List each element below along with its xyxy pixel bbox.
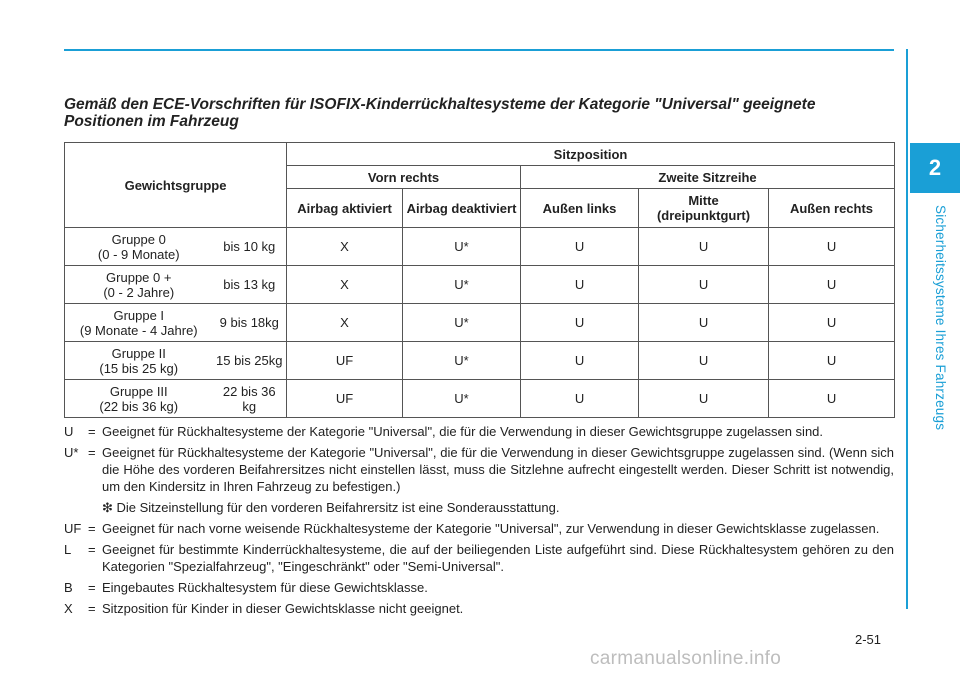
- value-cell: X: [287, 266, 403, 304]
- legend-item: [64, 600, 894, 617]
- legend-item: [64, 520, 894, 537]
- legend-note: ❇ Die Sitzeinstellung für den vorderen Beifahrersitz ist eine Sonderausstattung.: [102, 500, 560, 515]
- legend: [64, 423, 894, 621]
- value-cell: UF: [287, 342, 403, 380]
- legend-text: Geeignet für Rückhaltesysteme der Kategorie "Universal", die für die Verwendung in dieser Gewichtsgruppe zugelassen sind. (Wenn sich die Höhe des vorderen Beifahrersitzes nicht einstellen lässt, muss die Sitzlehne aufrecht eingestellt werden. Dieser Schritt ist notwendig, um den Kindersitz in Ihren Fahrzeug zu befestigen.): [102, 445, 894, 494]
- group-name: Gruppe I: [113, 307, 165, 323]
- legend-text: Geeignet für nach vorne weisende Rückhaltesysteme der Kategorie "Universal", zur Verwendung in dieser Gewichtsklasse zugelassen.: [102, 521, 880, 536]
- value-cell: U: [769, 304, 895, 342]
- value-cell: U: [769, 228, 895, 266]
- legend-text: Geeignet für Rückhaltesysteme der Kategorie "Universal", die für die Verwendung in dieser Gewichtsgruppe zugelassen sind.: [102, 424, 824, 439]
- second-row-header: Zweite Sitzreihe: [521, 166, 895, 189]
- table-row: [65, 304, 895, 342]
- table-row: [65, 342, 895, 380]
- legend-text-block: [102, 444, 894, 516]
- top-rule: [64, 49, 894, 51]
- value-cell: U*: [403, 380, 521, 418]
- group-range: (15 bis 25 kg): [99, 360, 179, 376]
- value-cell: U*: [403, 342, 521, 380]
- legend-equals: =: [88, 580, 96, 595]
- legend-equals: =: [88, 601, 96, 616]
- value-cell: UF: [287, 380, 403, 418]
- weight-cell: 15 bis 25kg: [213, 342, 287, 380]
- weight-cell: 22 bis 36 kg: [213, 380, 287, 418]
- seat-position-header: Sitzposition: [287, 143, 895, 166]
- legend-equals: =: [88, 445, 96, 460]
- legend-text: Sitzposition für Kinder in dieser Gewichtsklasse nicht geeignet.: [102, 601, 464, 616]
- value-cell: U: [639, 342, 769, 380]
- group-range: (0 - 2 Jahre): [103, 284, 175, 300]
- column-header: Mitte (dreipunktgurt): [639, 189, 769, 228]
- weight-cell: bis 10 kg: [213, 228, 287, 266]
- watermark: carmanualsonline.info: [590, 648, 782, 669]
- front-right-header: Vorn rechts: [287, 166, 521, 189]
- value-cell: U: [769, 380, 895, 418]
- group-cell: [65, 304, 213, 342]
- group-name: Gruppe 0: [111, 231, 166, 247]
- column-header: Airbag deaktiviert: [403, 189, 521, 228]
- group-range: (22 bis 36 kg): [99, 398, 179, 414]
- group-cell: [65, 380, 213, 418]
- weight-cell: bis 13 kg: [213, 266, 287, 304]
- value-cell: U*: [403, 228, 521, 266]
- group-range: (0 - 9 Monate): [97, 246, 180, 262]
- legend-key: B: [64, 580, 73, 595]
- legend-item: [64, 579, 894, 596]
- value-cell: U*: [403, 304, 521, 342]
- weight-cell: 9 bis 18kg: [213, 304, 287, 342]
- table-row: [65, 380, 895, 418]
- page-number: 2-51: [855, 632, 882, 647]
- legend-equals: =: [88, 521, 96, 536]
- value-cell: X: [287, 228, 403, 266]
- group-name: Gruppe II: [111, 345, 166, 361]
- value-cell: U: [521, 228, 639, 266]
- value-cell: U: [521, 342, 639, 380]
- group-cell: [65, 342, 213, 380]
- legend-equals: =: [88, 424, 96, 439]
- group-name: Gruppe III: [109, 383, 168, 399]
- legend-key: U*: [64, 445, 79, 460]
- chapter-number-tab: 2: [910, 143, 960, 193]
- legend-key: UF: [64, 521, 82, 536]
- legend-key: L: [64, 542, 72, 557]
- weight-group-header: Gewichtsgruppe: [65, 143, 287, 228]
- value-cell: U: [769, 266, 895, 304]
- group-cell: [65, 266, 213, 304]
- isofix-seat-table: [64, 142, 895, 418]
- group-cell: [65, 228, 213, 266]
- value-cell: U*: [403, 266, 521, 304]
- column-header: Außen rechts: [769, 189, 895, 228]
- legend-equals: =: [88, 542, 96, 557]
- legend-key: X: [64, 601, 73, 616]
- group-name: Gruppe 0 +: [106, 269, 172, 285]
- legend-key: U: [64, 424, 74, 439]
- table-row: [65, 228, 895, 266]
- chapter-title: Sicherheitssysteme Ihres Fahrzeugs: [933, 205, 948, 431]
- value-cell: U: [521, 266, 639, 304]
- group-range: (9 Monate - 4 Jahre): [79, 322, 198, 338]
- legend-text: Geeignet für bestimmte Kinderrückhaltesysteme, die auf der beiliegenden Liste aufgeführt sind. Diese Rückhaltesystem gehören zu den Kategorien "Spezialfahrzeug", "Eingeschränkt" oder "Semi-Universal".: [102, 542, 894, 574]
- value-cell: U: [639, 304, 769, 342]
- legend-text: Eingebautes Rückhaltesystem für diese Gewichtsklasse.: [102, 580, 428, 595]
- value-cell: U: [521, 380, 639, 418]
- column-header: Außen links: [521, 189, 639, 228]
- side-rule: [906, 49, 908, 609]
- section-heading: Gemäß den ECE-Vorschriften für ISOFIX-Kinderrückhaltesysteme der Kategorie "Universal" geeignete Positionen im Fahrzeug: [64, 96, 816, 130]
- legend-item: [64, 444, 894, 516]
- column-header: Airbag aktiviert: [287, 189, 403, 228]
- value-cell: X: [287, 304, 403, 342]
- value-cell: U: [521, 304, 639, 342]
- value-cell: U: [639, 380, 769, 418]
- table-row: [65, 266, 895, 304]
- legend-item: [64, 541, 894, 575]
- value-cell: U: [639, 266, 769, 304]
- value-cell: U: [769, 342, 895, 380]
- legend-item: [64, 423, 894, 440]
- value-cell: U: [639, 228, 769, 266]
